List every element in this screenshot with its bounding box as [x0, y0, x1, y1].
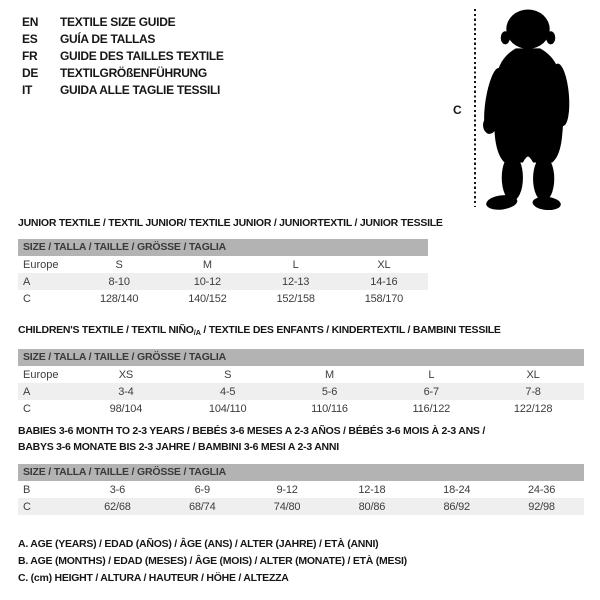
- section-babies-title: [18, 423, 584, 455]
- size-value: 152/158: [276, 292, 315, 305]
- table-row: [18, 498, 584, 515]
- section-children: [18, 324, 584, 417]
- section-children-title: [18, 324, 584, 339]
- size-value: 3-4: [118, 385, 134, 398]
- legend-line: A. AGE (YEARS) / EDAD (AÑOS) / ÂGE (ANS) / ALTER (JAHRE) / ETÀ (ANNI): [18, 538, 379, 550]
- size-value: 128/140: [99, 292, 139, 305]
- size-value: 10-12: [193, 275, 221, 288]
- babies-table-rows: [18, 481, 584, 515]
- size-value: L: [428, 368, 435, 381]
- row-label: Europe: [23, 258, 59, 271]
- table-row: [18, 481, 584, 498]
- section-junior: [18, 217, 443, 307]
- size-value: 9-12: [276, 483, 298, 496]
- size-value: 12-13: [282, 275, 310, 288]
- size-header-bar: SIZE / TALLA / TAILLE / GRÖSSE / TAGLIA: [18, 464, 584, 481]
- size-value: L: [292, 258, 299, 271]
- size-value: 12-18: [358, 483, 386, 496]
- title-subscript: /A: [193, 328, 201, 337]
- size-value: M: [202, 258, 212, 271]
- children-table-rows: [18, 366, 584, 417]
- size-value: XL: [377, 258, 391, 271]
- language-title: GUÍA DE TALLAS: [60, 31, 156, 46]
- baby-silhouette-icon: [482, 8, 574, 210]
- size-header-bar: SIZE / TALLA / TAILLE / GRÖSSE / TAGLIA: [18, 239, 428, 256]
- size-value: XS: [118, 368, 134, 381]
- size-value: M: [325, 368, 334, 381]
- table-row: [18, 256, 428, 273]
- size-value: 24-36: [527, 483, 556, 496]
- section-babies: [18, 423, 584, 515]
- size-value: 6-9: [194, 483, 210, 496]
- table-row: [18, 383, 584, 400]
- height-measure-label: C: [453, 103, 462, 117]
- size-value: 8-10: [108, 275, 130, 288]
- size-header-bar: SIZE / TALLA / TAILLE / GRÖSSE / TAGLIA: [18, 349, 584, 366]
- size-value: 140/152: [188, 292, 227, 305]
- size-value: 122/128: [513, 402, 553, 415]
- title-line-1: BABIES 3-6 MONTH TO 2-3 YEARS / BEBÉS 3-6 MESES A 2-3 AÑOS / BÉBÉS 3-6 MOIS À 2-3 ANS /: [18, 425, 486, 437]
- table-row: [18, 290, 428, 307]
- size-value: 18-24: [443, 483, 471, 496]
- size-value: 104/110: [208, 402, 247, 415]
- size-value: 62/68: [104, 500, 131, 513]
- size-value: 92/98: [528, 500, 555, 513]
- language-title: GUIDE DES TAILLES TEXTILE: [60, 48, 224, 63]
- size-value: 86/92: [443, 500, 470, 513]
- table-row: [18, 400, 584, 417]
- table-row: [18, 273, 428, 290]
- language-row: [22, 30, 224, 47]
- language-code: EN: [22, 14, 39, 29]
- legend-line: C. (cm) HEIGHT / ALTURA / HAUTEUR / HÖHE / ALTEZZA: [18, 572, 289, 584]
- size-value: 116/122: [412, 402, 451, 415]
- babies-size-table: [18, 464, 584, 515]
- size-value: 98/104: [109, 402, 143, 415]
- row-label: C: [23, 500, 31, 513]
- size-value: 14-16: [370, 275, 398, 288]
- language-code: ES: [22, 31, 38, 46]
- row-label: C: [23, 292, 31, 305]
- size-value: 74/80: [273, 500, 301, 513]
- row-label: B: [23, 483, 31, 496]
- size-value: 68/74: [188, 500, 216, 513]
- junior-size-table: [18, 239, 428, 307]
- size-value: 110/116: [311, 402, 348, 415]
- size-value: XL: [526, 368, 540, 381]
- junior-table-rows: [18, 256, 428, 307]
- language-row: [22, 13, 224, 30]
- size-value: S: [115, 258, 123, 271]
- language-title: TEXTILE SIZE GUIDE: [60, 14, 176, 29]
- language-title: GUIDA ALLE TAGLIE TESSILI: [60, 82, 221, 97]
- title-text: / TEXTILE DES ENFANTS / KINDERTEXTIL / BAMBINI TESSILE: [200, 324, 501, 336]
- title-text: CHILDREN'S TEXTILE / TEXTIL NIÑO: [18, 324, 194, 336]
- children-size-table: [18, 349, 584, 417]
- measure-legend: [18, 536, 407, 587]
- language-header-list: [22, 13, 224, 98]
- size-value: S: [224, 368, 232, 381]
- height-dashed-line: [474, 9, 476, 207]
- row-label: A: [23, 385, 31, 398]
- language-title: TEXTILGRÖßENFÜHRUNG: [60, 65, 207, 80]
- size-value: 158/170: [364, 292, 404, 305]
- language-code: FR: [22, 48, 38, 63]
- language-row: [22, 64, 224, 81]
- size-value: 6-7: [423, 385, 439, 398]
- language-row: [22, 47, 224, 64]
- language-code: DE: [22, 65, 39, 80]
- section-junior-title: JUNIOR TEXTILE / TEXTIL JUNIOR/ TEXTILE JUNIOR / JUNIORTEXTIL / JUNIOR TESSILE: [18, 217, 443, 229]
- title-line-2: BABYS 3-6 MONATE BIS 2-3 JAHRE / BAMBINI 3-6 MESI A 2-3 ANNI: [18, 441, 339, 453]
- row-label: C: [23, 402, 31, 415]
- table-row: [18, 366, 584, 383]
- row-label: Europe: [23, 368, 59, 381]
- size-value: 5-6: [321, 385, 338, 398]
- size-value: 3-6: [109, 483, 126, 496]
- language-code: IT: [22, 82, 33, 97]
- row-label: A: [23, 275, 31, 288]
- legend-line: B. AGE (MONTHS) / EDAD (MESES) / ÂGE (MOIS) / ALTER (MONATE) / ETÀ (MESI): [18, 555, 407, 567]
- size-value: 7-8: [525, 385, 541, 398]
- language-row: [22, 81, 224, 98]
- size-value: 4-5: [220, 385, 236, 398]
- size-value: 80/86: [358, 500, 386, 513]
